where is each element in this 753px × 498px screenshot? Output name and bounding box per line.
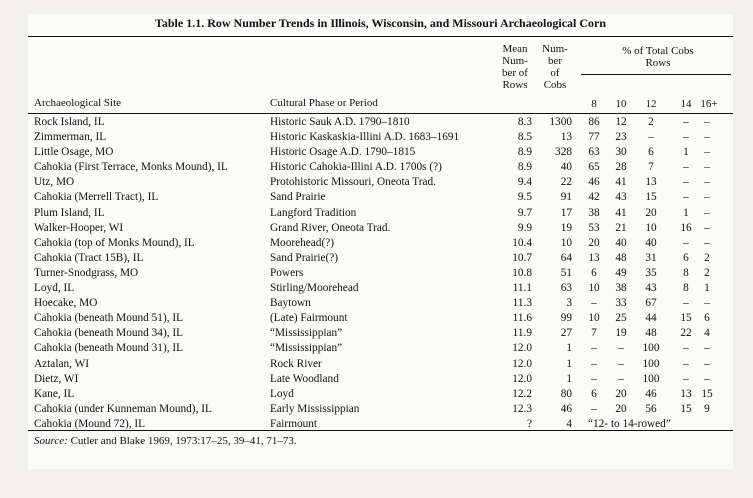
phase-cell: Grand River, Oneota Trad. xyxy=(270,221,391,234)
number-cobs-cell: 63 xyxy=(560,282,572,295)
phase-cell: (Late) Fairmount xyxy=(270,312,348,325)
phase-cell: Baytown xyxy=(270,297,311,310)
rows-14-header: 14 xyxy=(680,98,692,110)
mean-rows-cell: 8.5 xyxy=(517,131,532,144)
percent-cell: 100 xyxy=(642,372,660,385)
number-cobs-cell: 1300 xyxy=(549,116,572,128)
site-cell: Dietz, WI xyxy=(34,372,79,385)
percent-cell: – xyxy=(683,161,689,174)
percent-cell: – xyxy=(591,297,597,310)
percent-cell: 56 xyxy=(645,402,657,415)
percent-cell: – xyxy=(683,357,689,370)
percent-cell: 6 xyxy=(591,387,597,400)
percent-cell: 10 xyxy=(588,282,600,295)
table-row xyxy=(28,311,733,326)
site-cell: Kane, IL xyxy=(34,387,75,400)
number-cobs-cell: 13 xyxy=(560,131,572,144)
number-cobs-cell: 4 xyxy=(566,417,572,430)
mean-rows-cell: 8.9 xyxy=(517,146,532,159)
rows-8-header: 8 xyxy=(591,98,597,110)
percent-cell: 7 xyxy=(648,161,654,174)
percent-cell: 63 xyxy=(588,146,600,159)
site-cell: Cahokia (Mound 72), IL xyxy=(34,417,146,430)
percent-cell: 6 xyxy=(704,312,710,325)
table-row xyxy=(28,281,733,296)
percent-cell: 20 xyxy=(615,402,627,415)
percent-cell: 8 xyxy=(683,266,689,279)
table-row xyxy=(28,372,733,387)
percent-cell: 23 xyxy=(615,131,627,144)
percent-cell: 38 xyxy=(615,282,627,295)
site-cell: Hoecake, MO xyxy=(34,297,98,310)
site-cell: Zimmerman, IL xyxy=(34,131,107,144)
mean-header-line: Num- xyxy=(502,55,528,67)
number-cobs-cell: 64 xyxy=(560,251,572,264)
percent-cell: 38 xyxy=(588,206,600,219)
site-cell: Walker-Hooper, WI xyxy=(34,221,124,234)
phase-cell: Protohistoric Missouri, Oneota Trad. xyxy=(270,176,437,189)
site-cell: Cahokia (under Kunneman Mound), IL xyxy=(34,402,212,415)
percent-cell: 65 xyxy=(588,161,600,174)
site-cell: Cahokia (First Terrace, Monks Mound), IL xyxy=(34,161,228,174)
percent-cell: 46 xyxy=(645,387,657,400)
percent-cell: 30 xyxy=(615,146,627,159)
mean-rows-cell: 9.7 xyxy=(517,206,532,219)
number-cobs-cell: 328 xyxy=(555,146,572,159)
note-cell: “12- to 14-rowed” xyxy=(588,417,671,430)
mean-rows-cell: 8.9 xyxy=(517,161,532,174)
phase-cell: Langford Tradition xyxy=(270,206,357,219)
rows-10-header: 10 xyxy=(615,98,627,110)
percent-cell: – xyxy=(591,357,597,370)
number-cobs-cell: 40 xyxy=(560,161,572,174)
percent-cell: 48 xyxy=(645,327,657,340)
mean-rows-cell: 12.2 xyxy=(512,387,532,400)
percent-cell: 20 xyxy=(588,236,600,249)
percent-cell: – xyxy=(704,297,710,310)
percent-cell: – xyxy=(618,342,624,355)
percent-cell: 15 xyxy=(645,191,657,204)
percent-cell: 13 xyxy=(588,251,600,264)
number-cobs-cell: 1 xyxy=(566,357,572,370)
site-header: Archaeological Site xyxy=(34,97,122,109)
source-text: Cutler and Blake 1969, 1973:17–25, 39–41, 71–73. xyxy=(67,435,297,447)
percent-cell: – xyxy=(618,372,624,385)
percent-cell: 15 xyxy=(701,387,713,400)
percent-cell: – xyxy=(683,297,689,310)
table-row xyxy=(28,326,733,341)
percent-header-line: Rows xyxy=(645,57,671,69)
percent-cell: 22 xyxy=(680,327,692,340)
site-cell: Turner-Snodgrass, MO xyxy=(34,266,139,279)
percent-cell: – xyxy=(704,221,710,234)
table-row xyxy=(28,190,733,205)
percent-cell: 4 xyxy=(704,327,710,340)
percent-cell: 7 xyxy=(591,327,597,340)
percent-cell: 9 xyxy=(704,402,710,415)
site-cell: Utz, MO xyxy=(34,176,75,189)
phase-cell: Loyd xyxy=(270,387,294,400)
percent-cell: 6 xyxy=(648,146,654,159)
table-title: Table 1.1. Row Number Trends in Illinois, Wisconsin, and Missouri Archaeological Corn xyxy=(154,16,607,30)
percent-cell: 21 xyxy=(615,221,627,234)
mean-rows-cell: 9.9 xyxy=(517,221,532,234)
number-header-line: of xyxy=(550,67,560,79)
table-row xyxy=(28,236,733,251)
table-row xyxy=(28,221,733,236)
phase-cell: Powers xyxy=(270,266,304,279)
percent-cell: 53 xyxy=(588,221,600,234)
percent-cell: – xyxy=(683,131,689,144)
percent-cell: 44 xyxy=(645,312,657,325)
percent-header-line: % of Total Cobs xyxy=(622,45,694,57)
mean-rows-cell: 12.0 xyxy=(512,372,532,385)
percent-cell: – xyxy=(683,372,689,385)
mean-rows-cell: 10.4 xyxy=(512,236,532,249)
top-rule xyxy=(28,36,733,37)
phase-cell: “Mississippian” xyxy=(270,342,343,355)
mean-header-line: ber of xyxy=(502,67,528,79)
percent-cell: – xyxy=(704,372,710,385)
percent-cell: – xyxy=(704,236,710,249)
mean-rows-cell: 10.7 xyxy=(512,251,532,264)
percent-cell: 86 xyxy=(588,116,600,128)
percent-cell: 77 xyxy=(588,131,600,144)
table-sheet xyxy=(28,14,733,469)
table-row xyxy=(28,402,733,417)
percent-cell: 10 xyxy=(588,312,600,325)
phase-cell: Sand Prairie xyxy=(270,191,326,204)
percent-cell: 48 xyxy=(615,251,627,264)
mean-rows-cell: ? xyxy=(526,417,532,430)
percent-cell: – xyxy=(683,342,689,355)
rows-16plus-header: 16+ xyxy=(700,98,718,110)
percent-cell: – xyxy=(704,146,710,159)
mean-rows-cell: 12.0 xyxy=(512,357,532,370)
number-cobs-cell: 22 xyxy=(560,176,572,189)
percent-cell: – xyxy=(648,131,654,144)
source-note xyxy=(34,435,297,447)
percent-cell: – xyxy=(683,176,689,189)
percent-cell: 2 xyxy=(648,116,654,128)
number-cobs-cell: 3 xyxy=(566,297,572,310)
mean-rows-cell: 12.3 xyxy=(512,402,532,415)
percent-cell: 25 xyxy=(615,312,627,325)
percent-cell: 100 xyxy=(642,342,660,355)
percent-cell: 35 xyxy=(645,266,657,279)
percent-cell: 6 xyxy=(591,266,597,279)
percent-cell: 43 xyxy=(645,282,657,295)
table-row xyxy=(28,387,733,402)
percent-cell: – xyxy=(591,402,597,415)
percent-cell: 42 xyxy=(588,191,600,204)
site-cell: Rock Island, IL xyxy=(34,116,105,128)
table-row xyxy=(28,251,733,266)
number-cobs-cell: 1 xyxy=(566,372,572,385)
number-of-cobs-header xyxy=(536,43,574,91)
table-row xyxy=(28,175,733,190)
percent-cell: – xyxy=(704,357,710,370)
percent-cell: – xyxy=(704,161,710,174)
phase-cell: Historic Kaskaskia-Illini A.D. 1683–1691 xyxy=(270,131,460,144)
site-cell: Cahokia (top of Monks Mound), IL xyxy=(34,236,195,249)
site-cell: Plum Island, IL xyxy=(34,206,105,219)
table-row xyxy=(28,115,733,130)
table-row xyxy=(28,296,733,311)
site-cell: Aztalan, WI xyxy=(34,357,89,370)
site-cell: Loyd, IL xyxy=(34,282,75,295)
number-header-line: Cobs xyxy=(543,79,567,91)
phase-cell: Historic Osage A.D. 1790–1815 xyxy=(270,146,416,159)
mean-rows-cell: 12.0 xyxy=(512,342,532,355)
mean-rows-cell: 11.3 xyxy=(512,297,532,310)
percent-cell: 6 xyxy=(683,251,689,264)
mean-header-line: Rows xyxy=(502,79,528,91)
percent-cell: 2 xyxy=(704,266,710,279)
number-header-line: Num- xyxy=(542,43,568,55)
number-cobs-cell: 51 xyxy=(560,266,572,279)
percent-cell: 13 xyxy=(680,387,692,400)
bottom-rule xyxy=(28,430,733,431)
percent-cell: 1 xyxy=(704,282,710,295)
percent-cell: – xyxy=(704,131,710,144)
percent-cell: 46 xyxy=(588,176,600,189)
phase-cell: Rock River xyxy=(270,357,322,370)
phase-cell: Sand Prairie(?) xyxy=(270,251,339,264)
phase-cell: Stirling/Moorehead xyxy=(270,282,359,295)
percent-cell: 33 xyxy=(615,297,627,310)
percent-cell: 100 xyxy=(642,357,660,370)
site-cell: Cahokia (beneath Mound 51), IL xyxy=(34,312,184,325)
number-cobs-cell: 10 xyxy=(560,236,572,249)
percent-cell: – xyxy=(683,116,689,128)
number-cobs-cell: 91 xyxy=(560,191,572,204)
site-cell: Cahokia (Tract 15B), IL xyxy=(34,251,144,264)
phase-cell: Moorehead(?) xyxy=(270,236,334,249)
percent-cell: 15 xyxy=(680,312,692,325)
table-row xyxy=(28,160,733,175)
number-cobs-cell: 19 xyxy=(560,221,572,234)
percent-cell: 40 xyxy=(615,236,627,249)
phase-cell: Fairmount xyxy=(270,417,318,430)
mean-rows-cell: 9.4 xyxy=(517,176,532,189)
number-cobs-cell: 17 xyxy=(560,206,572,219)
percent-cell: – xyxy=(704,176,710,189)
mean-rows-cell: 11.6 xyxy=(512,312,532,325)
percent-cell: 67 xyxy=(645,297,657,310)
percent-cell: 20 xyxy=(645,206,657,219)
mean-rows-cell: 10.8 xyxy=(512,266,532,279)
mean-rows-header xyxy=(496,43,534,91)
phase-cell: Historic Cahokia-Illini A.D. 1700s (?) xyxy=(270,161,442,174)
site-cell: Little Osage, MO xyxy=(34,146,114,159)
percent-cell: 31 xyxy=(645,251,657,264)
percent-cell: 16 xyxy=(680,221,692,234)
percent-cell: – xyxy=(591,372,597,385)
percent-cell: 28 xyxy=(615,161,627,174)
mean-rows-cell: 11.9 xyxy=(512,327,532,340)
percent-header xyxy=(584,45,732,69)
number-cobs-cell: 1 xyxy=(566,342,572,355)
number-cobs-cell: 80 xyxy=(560,387,572,400)
percent-cell: – xyxy=(618,357,624,370)
source-label: Source: xyxy=(34,435,68,447)
mean-header-line: Mean xyxy=(502,43,528,55)
site-cell: Cahokia (Merrell Tract), IL xyxy=(34,191,159,204)
mean-rows-cell: 11.1 xyxy=(512,282,532,295)
percent-cell: 41 xyxy=(615,206,627,219)
percent-cell: 41 xyxy=(615,176,627,189)
phase-cell: Historic Sauk A.D. 1790–1810 xyxy=(270,116,410,128)
percent-cell: – xyxy=(683,191,689,204)
phase-cell: Early Mississippian xyxy=(270,402,360,415)
rows-12-header: 12 xyxy=(645,98,657,110)
percent-cell: 2 xyxy=(704,251,710,264)
header-rule xyxy=(28,113,733,114)
phase-cell: Late Woodland xyxy=(270,372,339,385)
percent-cell: 20 xyxy=(615,387,627,400)
percent-cell: 13 xyxy=(645,176,657,189)
percent-cell: 15 xyxy=(680,402,692,415)
percent-cell: – xyxy=(704,342,710,355)
table-body xyxy=(28,115,733,432)
percent-cell: – xyxy=(704,191,710,204)
percent-cell: – xyxy=(704,206,710,219)
percent-cell: – xyxy=(591,342,597,355)
mean-rows-cell: 9.5 xyxy=(517,191,532,204)
site-cell: Cahokia (beneath Mound 31), IL xyxy=(34,342,184,355)
percent-cell: 10 xyxy=(645,221,657,234)
number-cobs-cell: 46 xyxy=(560,402,572,415)
percent-cell: – xyxy=(704,116,710,128)
table-row xyxy=(28,266,733,281)
percent-cell: 12 xyxy=(615,116,627,128)
table-row xyxy=(28,357,733,372)
table-row xyxy=(28,341,733,356)
table-row xyxy=(28,130,733,145)
table-row xyxy=(28,206,733,221)
percent-cell: 8 xyxy=(683,282,689,295)
percent-cell: 49 xyxy=(615,266,627,279)
percent-cell: 1 xyxy=(683,146,689,159)
percent-header-rule xyxy=(581,74,731,75)
number-cobs-cell: 27 xyxy=(560,327,572,340)
percent-cell: – xyxy=(683,236,689,249)
mean-rows-cell: 8.3 xyxy=(517,116,532,128)
percent-cell: 19 xyxy=(615,327,627,340)
percent-cell: 43 xyxy=(615,191,627,204)
percent-cell: 40 xyxy=(645,236,657,249)
percent-cell: 1 xyxy=(683,206,689,219)
phase-cell: “Mississippian” xyxy=(270,327,343,340)
number-cobs-cell: 99 xyxy=(560,312,572,325)
site-cell: Cahokia (beneath Mound 34), IL xyxy=(34,327,184,340)
number-header-line: ber xyxy=(547,55,563,67)
table-row xyxy=(28,145,733,160)
phase-header: Cultural Phase or Period xyxy=(270,97,378,109)
